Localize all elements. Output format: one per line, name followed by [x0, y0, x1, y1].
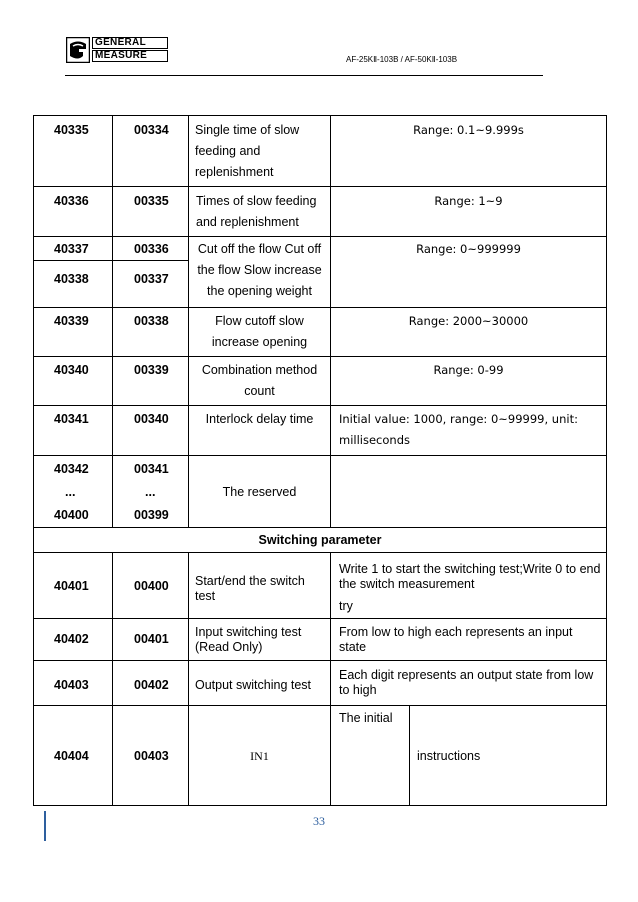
row-divider [34, 618, 606, 619]
parameter-description: Input switching test (Read Only) [195, 625, 302, 654]
register-offset-ellipsis: ... [145, 485, 156, 499]
register-offset: 00399 [134, 508, 169, 522]
parameter-description: Start/end the switch test [195, 574, 305, 603]
register-address-ellipsis: ... [65, 485, 76, 499]
parameter-description: IN1 [250, 749, 269, 763]
row-divider [34, 552, 606, 553]
register-offset: 00338 [134, 314, 169, 328]
column-divider [112, 552, 113, 806]
parameter-value: From low to high each represents an input state [339, 625, 573, 654]
register-address: 40339 [54, 314, 89, 328]
register-table [33, 115, 607, 806]
parameter-description: Combination method count [201, 363, 318, 398]
parameter-description: Flow cutoff slow increase opening [211, 314, 308, 349]
row-divider [34, 186, 606, 187]
parameter-value: Range: 0-99 [433, 363, 504, 377]
register-offset: 00335 [134, 194, 169, 208]
register-offset: 00400 [134, 579, 169, 593]
parameter-value: Range: 0.1~9.999s [413, 123, 524, 137]
column-divider [188, 552, 189, 806]
row-divider [34, 660, 606, 661]
register-address: 40404 [54, 749, 89, 763]
column-divider [188, 116, 189, 527]
page-number: 33 [313, 814, 325, 828]
logo-word-general: GENERAL [92, 37, 168, 49]
parameter-description: Single time of slow feeding and replenishment [195, 123, 300, 179]
parameter-value-extra: try [339, 599, 353, 613]
row-divider [34, 236, 606, 237]
register-address: 40402 [54, 632, 89, 646]
register-address: 40342 [54, 462, 89, 476]
parameter-description: Interlock delay time [205, 412, 314, 426]
register-offset: 00401 [134, 632, 169, 646]
parameter-value: Initial value: 1000, range: 0~99999, unit: milliseconds [339, 412, 578, 447]
register-address: 40403 [54, 678, 89, 692]
register-address: 40400 [54, 508, 89, 522]
register-offset: 00341 [134, 462, 169, 476]
register-address: 40337 [54, 242, 89, 256]
document-model-title: AF-25KⅡ-103B / AF-50KⅡ-103B [346, 55, 458, 64]
row-divider [34, 356, 606, 357]
header-divider [65, 75, 543, 76]
parameter-description: Times of slow feeding and replenishment [196, 194, 317, 229]
register-address: 40338 [54, 272, 89, 286]
register-offset: 00340 [134, 412, 169, 426]
company-logo [66, 37, 168, 63]
register-offset: 00334 [134, 123, 169, 137]
register-address: 40335 [54, 123, 89, 137]
register-offset: 00402 [134, 678, 169, 692]
column-divider [409, 705, 410, 806]
register-offset: 00337 [134, 272, 169, 286]
row-divider [34, 527, 606, 528]
parameter-description: Output switching test [195, 678, 312, 692]
register-address: 40401 [54, 579, 89, 593]
logo-emblem-icon [66, 37, 90, 63]
register-offset: 00336 [134, 242, 169, 256]
parameter-value: Each digit represents an output state from low to high [339, 668, 594, 697]
parameter-value: Range: 0~999999 [416, 242, 521, 256]
logo-word-measure: MEASURE [92, 50, 168, 62]
column-divider [112, 116, 113, 527]
parameter-value-extra: instructions [417, 749, 481, 763]
register-offset: 00339 [134, 363, 169, 377]
register-address: 40340 [54, 363, 89, 377]
row-divider [34, 260, 188, 261]
parameter-value: Range: 1~9 [434, 194, 503, 208]
register-address: 40341 [54, 412, 89, 426]
row-divider [34, 307, 606, 308]
parameter-value: Range: 2000~30000 [408, 314, 529, 328]
row-divider [34, 705, 606, 706]
row-divider [34, 405, 606, 406]
parameter-value: The initial [339, 711, 393, 725]
parameter-description: Cut off the flow Cut off the flow Slow increase the opening weight [197, 242, 322, 298]
parameter-description: The reserved [222, 485, 297, 499]
parameter-value: Write 1 to start the switching test;Write 0 to end the switch measurement [339, 562, 601, 591]
column-divider [330, 552, 331, 806]
row-divider [34, 455, 606, 456]
register-address: 40336 [54, 194, 89, 208]
register-offset: 00403 [134, 749, 169, 763]
section-title: Switching parameter [258, 533, 382, 547]
